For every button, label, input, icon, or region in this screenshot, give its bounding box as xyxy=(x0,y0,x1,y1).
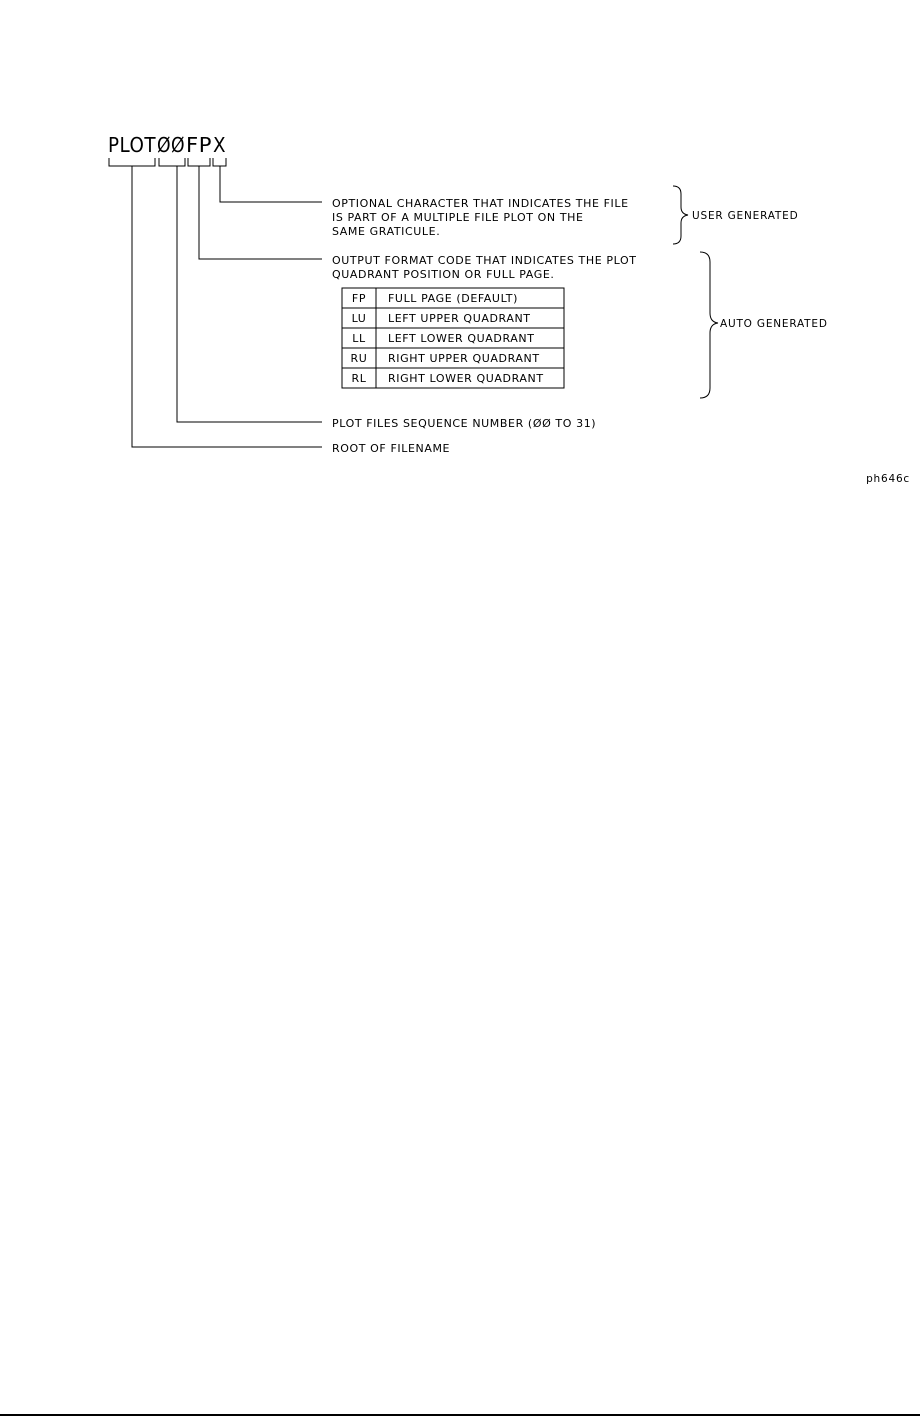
bracket-optional xyxy=(213,158,226,166)
format-meaning: LEFT UPPER QUADRANT xyxy=(388,312,531,325)
optional-desc-line-1: OPTIONAL CHARACTER THAT INDICATES THE FILE xyxy=(332,197,629,210)
leader-root xyxy=(132,166,322,447)
user-generated-label: USER GENERATED xyxy=(692,210,799,222)
format-meaning: RIGHT UPPER QUADRANT xyxy=(388,352,540,365)
format-meaning: FULL PAGE (DEFAULT) xyxy=(388,292,518,305)
format-desc-line-1: OUTPUT FORMAT CODE THAT INDICATES THE PLOT xyxy=(332,254,637,267)
optional-description xyxy=(332,197,629,238)
format-meaning: RIGHT LOWER QUADRANT xyxy=(388,372,544,385)
root-description: ROOT OF FILENAME xyxy=(332,442,451,455)
leader-lines xyxy=(132,166,322,447)
filename-code xyxy=(108,133,226,157)
format-desc-line-2: QUADRANT POSITION OR FULL PAGE. xyxy=(332,268,555,281)
bracket-root xyxy=(109,158,155,166)
format-code: LU xyxy=(351,312,367,325)
bracket-sequence xyxy=(159,158,185,166)
filename-root: PLOT xyxy=(108,133,157,157)
leader-format xyxy=(199,166,322,259)
filename-sequence: ØØ xyxy=(157,133,185,157)
auto-generated-brace xyxy=(700,252,718,398)
filename-optional: X xyxy=(213,133,226,157)
leader-optional xyxy=(220,166,322,202)
page-bottom-rule xyxy=(0,1414,920,1416)
filename-format: FP xyxy=(186,133,212,157)
format-code: LL xyxy=(352,332,366,345)
format-code: FP xyxy=(351,292,367,305)
auto-generated-label: AUTO GENERATED xyxy=(720,318,828,330)
format-code: RU xyxy=(350,352,368,365)
format-meaning: LEFT LOWER QUADRANT xyxy=(388,332,535,345)
optional-desc-line-3: SAME GRATICULE. xyxy=(332,225,441,238)
format-code-table xyxy=(342,288,564,388)
bracket-format xyxy=(188,158,210,166)
format-description xyxy=(332,254,637,281)
user-generated-brace xyxy=(673,186,688,244)
format-code: RL xyxy=(351,372,367,385)
figure-id: ph646c xyxy=(866,473,910,485)
segment-brackets xyxy=(109,158,226,166)
sequence-description: PLOT FILES SEQUENCE NUMBER (ØØ TO 31) xyxy=(332,417,597,430)
optional-desc-line-2: IS PART OF A MULTIPLE FILE PLOT ON THE xyxy=(332,211,584,224)
